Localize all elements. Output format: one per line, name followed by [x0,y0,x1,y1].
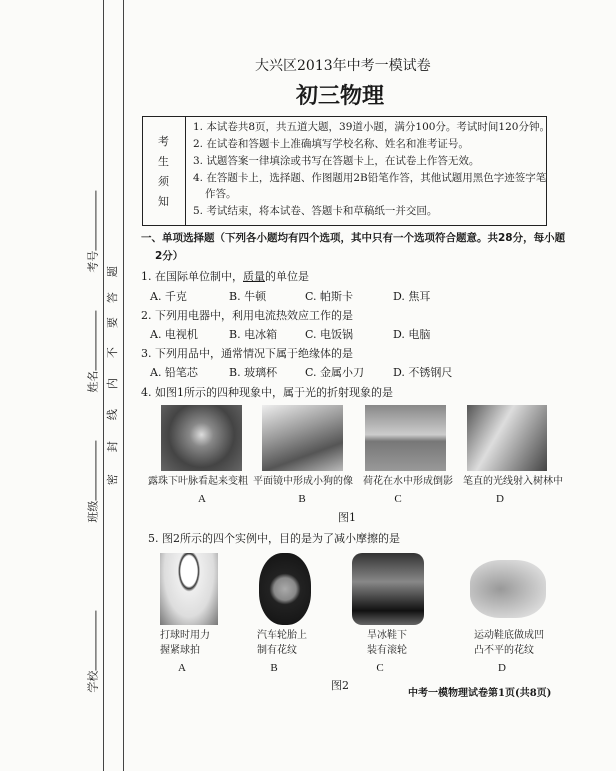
q3-option-a: A. 铅笔芯 [150,366,198,379]
fig2-letter-b: B [270,662,278,674]
q1-option-b: B. 牛顿 [229,290,267,303]
caption-line: 打球时用力 [160,630,210,641]
fig2-caption-c [367,630,427,657]
field-label: 学校 [86,670,100,693]
sports-shoe-photo [470,560,546,618]
seal-char: 不 [105,347,119,359]
q1-option-d: D. 焦耳 [393,290,431,303]
stem-underlined: 质量 [243,270,265,283]
roller-skate-photo [352,553,424,625]
seal-char: 答 [105,292,119,304]
q3-option-c: C. 金属小刀 [305,366,365,379]
fig1-caption-d: 笔直的光线射入树林中 [463,476,563,487]
fig2-caption-b [257,630,322,657]
q2-option-b: B. 电冰箱 [229,328,278,341]
fig1-caption-a: 露珠下叶脉看起来变粗 [148,476,248,487]
caption-line: 旱冰鞋下 [367,630,407,641]
fig2-caption-d [474,630,554,657]
field-label: 考号 [86,250,100,273]
dewdrop-leaf-photo [161,405,242,471]
fig1-caption-c: 荷花在水中形成倒影 [363,476,453,487]
notice-line: 4. 在答题卡上，选择题、作图题用2B铅笔作答，其他试题用黑色字迹签字笔 [193,172,547,184]
q1-option-c: C. 帕斯卡 [305,290,354,303]
seal-char: 题 [105,266,119,278]
question-5-stem: 5. 图2所示的四个实例中，目的是为了减小摩擦的是 [148,532,400,545]
seal-char: 要 [105,317,119,329]
caption-line: 凸不平的花纹 [474,645,534,656]
question-2-stem: 2. 下列用电器中，利用电流热效应工作的是 [141,309,353,322]
notice-line: 1. 本试卷共8页，共五道大题，39道小题，满分100分。考试时间120分钟。 [193,121,550,133]
fig1-letter-a: A [198,493,206,505]
fig2-caption-a [160,630,220,657]
candidate-notice-box [142,116,550,226]
binding-line-inner [123,0,124,771]
seal-char: 内 [105,378,119,390]
caption-line: 握紧球拍 [160,645,200,656]
section-heading: 一、单项选择题（下列各小题均有四个选项，其中只有一个选项符合题意。共28分，每小题 [141,232,566,244]
notice-line: 2. 在试卷和答题卡上准确填写学校名称、姓名和准考证号。 [193,138,469,150]
class-field[interactable] [86,441,99,523]
seal-char: 封 [105,441,119,453]
notice-label-char: 生 [158,155,169,168]
lotus-reflection-photo [365,405,446,471]
q2-option-d: D. 电脑 [393,328,431,341]
q3-option-d: D. 不锈钢尺 [393,366,453,379]
dog-mirror-photo [262,405,343,471]
fig1-caption-b: 平面镜中形成小狗的像 [253,476,353,487]
figure-1-label: 图1 [338,511,356,524]
exam-subtitle: 大兴区2013年中考一模试卷 [255,58,431,74]
fig2-letter-a: A [178,662,186,674]
caption-line: 制有花纹 [257,645,297,656]
caption-line: 装有滚轮 [367,645,407,656]
seal-char: 线 [105,409,119,421]
notice-label-char: 考 [158,135,169,148]
page-footer: 中考一模物理试卷第1页(共8页) [408,688,552,699]
name-field[interactable] [86,311,99,393]
question-4-stem: 4. 如图1所示的四种现象中，属于光的折射现象的是 [141,386,393,399]
notice-label-char: 须 [158,175,169,188]
notice-line: 5. 考试结束，将本试卷、答题卡和草稿纸一并交回。 [193,205,438,217]
field-label: 班级 [86,500,100,523]
notice-line: 3. 试题答案一律填涂或书写在答题卡上，在试卷上作答无效。 [193,155,480,167]
q2-option-c: C. 电饭锅 [305,328,354,341]
exam-title: 初三物理 [296,84,385,109]
seal-char: 密 [105,474,119,486]
q3-option-b: B. 玻璃杯 [229,366,278,379]
exam-number-field[interactable] [86,191,99,273]
caption-line: 运动鞋底做成凹 [474,630,544,641]
car-tire-photo [259,553,311,625]
fig2-letter-d: D [498,662,506,674]
stem-text: 1. 在国际单位制中， [141,270,243,283]
notice-label-char: 知 [158,195,169,208]
forest-light-photo [467,405,547,471]
fig1-letter-b: B [298,493,306,505]
binding-line-outer [103,0,104,771]
figure-2-label: 图2 [331,679,349,692]
question-1-stem [141,270,309,283]
question-3-stem: 3. 下列用品中，通常情况下属于绝缘体的是 [141,347,353,360]
section-heading-cont: 2分） [155,250,184,262]
field-label: 姓名 [86,370,100,393]
fig1-letter-d: D [496,493,504,505]
caption-line: 汽车轮胎上 [257,630,307,641]
school-field[interactable] [86,611,99,693]
tennis-racket-photo [160,553,218,625]
q2-option-a: A. 电视机 [150,328,198,341]
stem-text: 的单位是 [265,270,309,283]
q1-option-a: A. 千克 [150,290,187,303]
fig2-letter-c: C [376,662,384,674]
notice-line: 作答。 [205,188,237,200]
fig1-letter-c: C [394,493,402,505]
notice-label [143,117,186,225]
